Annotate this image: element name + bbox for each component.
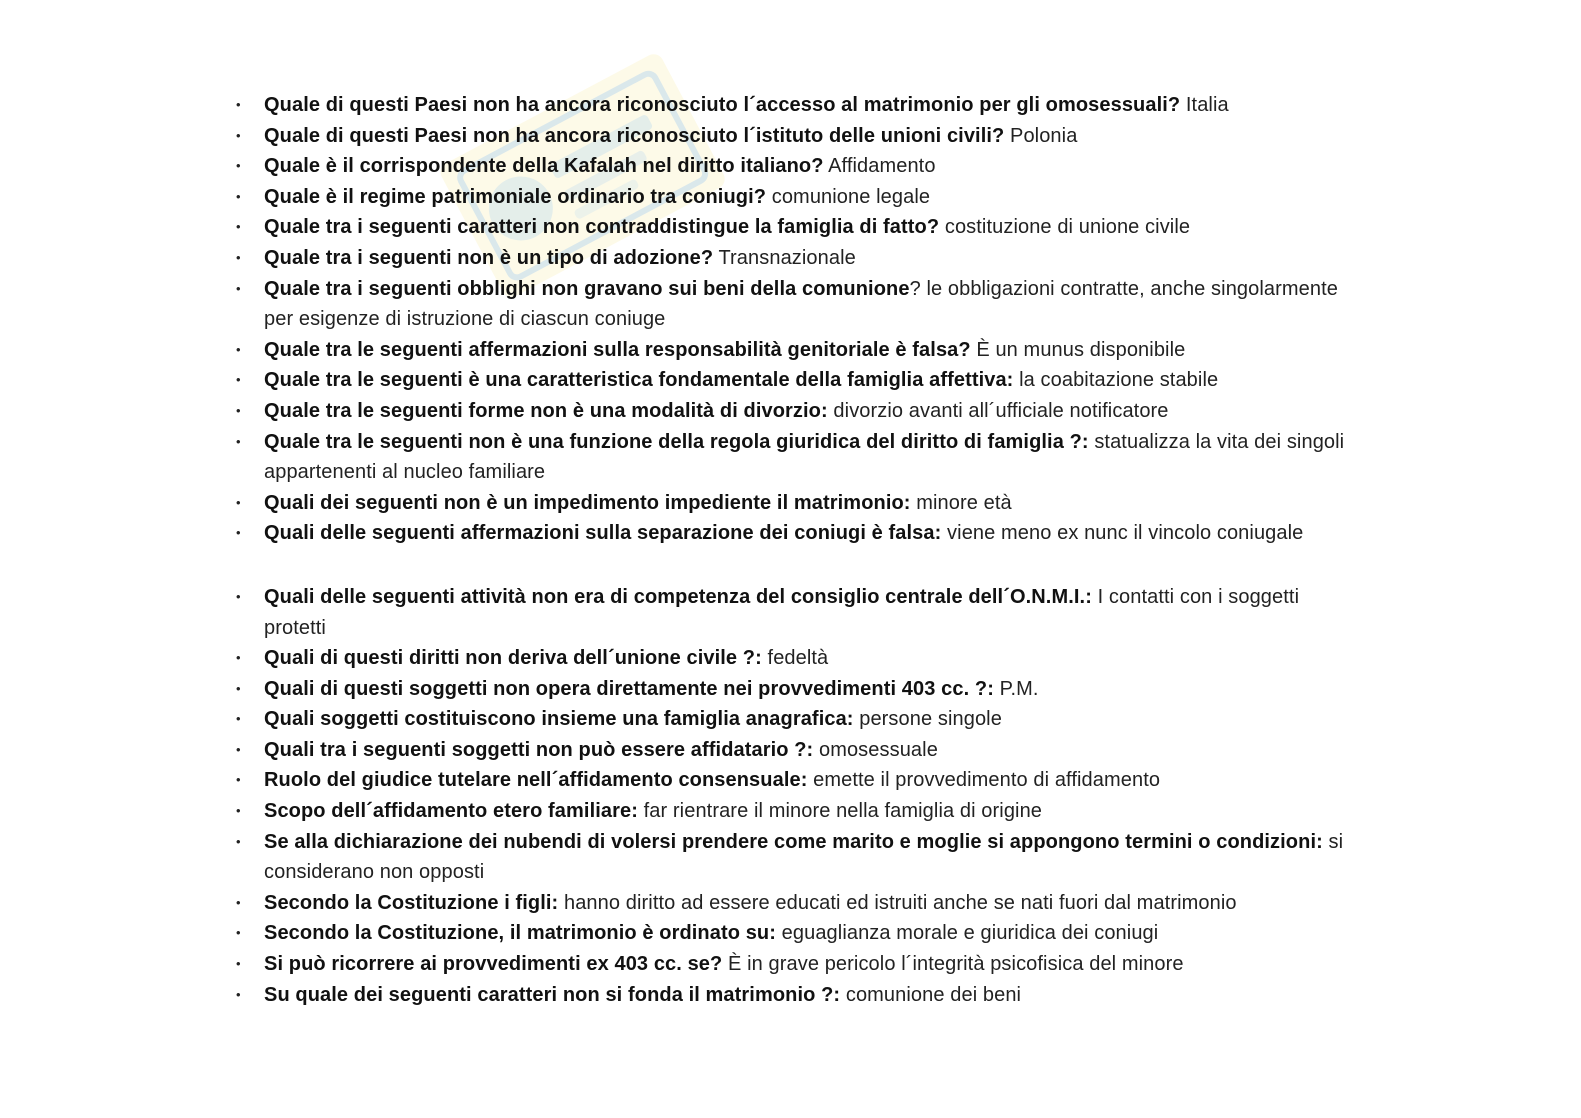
bullet-icon: •	[236, 127, 241, 143]
bullet-icon: •	[236, 680, 241, 696]
list-item	[236, 980, 1366, 1011]
bullet-icon: •	[236, 280, 241, 296]
answer-text: divorzio avanti all´ufficiale notificatore	[827, 399, 1169, 422]
list-item	[236, 427, 1366, 488]
question-text: Quali delle seguenti affermazioni sulla separazione dei coniugi è falsa:	[264, 522, 942, 545]
question-text: Quale tra le seguenti forme non è una modalità di divorzio:	[264, 399, 828, 422]
list-item	[236, 518, 1366, 549]
answer-text: fedeltà	[761, 647, 829, 670]
question-text: Quale tra i seguenti caratteri non contraddistingue la famiglia di fatto?	[264, 216, 940, 239]
list-item	[236, 704, 1366, 735]
bullet-icon: •	[236, 772, 241, 788]
list-item	[236, 243, 1366, 274]
question-text: Quale è il corrispondente della Kafalah nel diritto italiano?	[264, 155, 824, 178]
list-item	[236, 765, 1366, 796]
question-text: Quale tra le seguenti non è una funzione della regola giuridica del diritto di famiglia ?:	[264, 430, 1089, 453]
question-text: Secondo la Costituzione, il matrimonio è ordinato su:	[264, 922, 776, 945]
bullet-icon: •	[236, 402, 241, 418]
answer-text: emette il provvedimento di affidamento	[807, 769, 1161, 792]
list-item	[236, 643, 1366, 674]
question-text: Quali dei seguenti non è un impedimento impediente il matrimonio:	[264, 491, 911, 514]
question-text: Quale di questi Paesi non ha ancora riconosciuto l´accesso al matrimonio per gli omosessuali?	[264, 94, 1181, 116]
bullet-icon: •	[236, 711, 241, 727]
bullet-icon: •	[236, 372, 241, 388]
bullet-icon: •	[236, 741, 241, 757]
question-text: Secondo la Costituzione i figli:	[264, 891, 559, 914]
answer-text: costituzione di unione civile	[939, 216, 1191, 239]
bullet-icon: •	[236, 525, 241, 541]
question-text: Quale tra le seguenti affermazioni sulla responsabilità genitoriale è falsa?	[264, 338, 971, 361]
list-item	[236, 121, 1366, 152]
answer-text: eguaglianza morale e giuridica dei coniugi	[776, 922, 1159, 945]
question-text: Su quale dei seguenti caratteri non si fonda il matrimonio ?:	[264, 983, 841, 1006]
bullet-icon: •	[236, 97, 241, 112]
question-text: Quale è il regime patrimoniale ordinario tra coniugi?	[264, 185, 767, 208]
list-item	[236, 365, 1366, 396]
list-item	[236, 827, 1366, 888]
answer-text: È un munus disponibile	[970, 338, 1186, 361]
bullet-icon: •	[236, 803, 241, 819]
bullet-icon: •	[236, 433, 241, 449]
list-item	[236, 949, 1366, 980]
answer-text: far rientrare il minore nella famiglia di origine	[637, 800, 1043, 823]
answer-text: viene meno ex nunc il vincolo coniugale	[941, 522, 1304, 545]
question-text: Ruolo del giudice tutelare nell´affidamento consensuale:	[264, 769, 808, 792]
question-text: Quale tra i seguenti obblighi non gravano sui beni della comunione	[264, 277, 910, 300]
question-text: Quali tra i seguenti soggetti non può essere affidatario ?:	[264, 738, 814, 761]
list-item	[236, 488, 1366, 519]
question-text: Quale tra le seguenti è una caratteristica fondamentale della famiglia affettiva:	[264, 369, 1014, 392]
answer-text: comunione dei beni	[840, 983, 1022, 1006]
answer-text: la coabitazione stabile	[1013, 369, 1219, 392]
bullet-icon: •	[236, 341, 241, 357]
bullet-icon: •	[236, 588, 241, 604]
qa-list	[236, 90, 1366, 1010]
question-text: Si può ricorrere ai provvedimenti ex 403 cc. se?	[264, 953, 723, 976]
list-item	[236, 212, 1366, 243]
question-text: Quali di questi soggetti non opera direttamente nei provvedimenti 403 cc. ?:	[264, 677, 994, 700]
bullet-icon: •	[236, 894, 241, 910]
answer-text: ? le obbligazioni contratte, anche singolarmente per esigenze di istruzione di ciascun coniuge	[264, 277, 1338, 331]
list-item	[236, 735, 1366, 766]
answer-text: P.M.	[993, 677, 1039, 700]
bullet-icon: •	[236, 650, 241, 666]
list-item	[236, 674, 1366, 705]
answer-text: hanno diritto ad essere educati ed istruiti anche se nati fuori dal matrimonio	[558, 891, 1237, 914]
answer-text: minore età	[910, 491, 1012, 514]
list-item	[236, 182, 1366, 213]
answer-text: si considerano non opposti	[264, 830, 1344, 884]
answer-text: I contatti con i soggetti protetti	[264, 585, 1300, 639]
question-text: Quali di questi diritti non deriva dell´unione civile ?:	[264, 647, 762, 670]
answer-text: Italia	[1180, 94, 1229, 116]
bullet-icon: •	[236, 494, 241, 510]
answer-text: Transnazionale	[713, 246, 856, 269]
list-item	[236, 151, 1366, 182]
answer-text: È in grave pericolo l´integrità psicofisica del minore	[722, 953, 1184, 976]
list-item	[236, 582, 1366, 643]
answer-text: Polonia	[1004, 124, 1078, 147]
answer-text: omosessuale	[813, 738, 938, 761]
question-text: Quale tra i seguenti non è un tipo di adozione?	[264, 246, 714, 269]
bullet-icon: •	[236, 925, 241, 941]
bullet-icon: •	[236, 833, 241, 849]
list-item	[236, 918, 1366, 949]
answer-text: statualizza la vita dei singoli appartenenti al nucleo familiare	[264, 430, 1345, 484]
question-text: Scopo dell´affidamento etero familiare:	[264, 800, 638, 823]
question-text: Se alla dichiarazione dei nubendi di volersi prendere come marito e moglie si appongono termini o condizioni:	[264, 830, 1323, 853]
list-item	[236, 90, 1366, 121]
bullet-icon: •	[236, 219, 241, 235]
question-text: Quali delle seguenti attività non era di competenza del consiglio centrale dell´O.N.M.I.:	[264, 585, 1092, 608]
bullet-icon: •	[236, 956, 241, 972]
bullet-icon: •	[236, 986, 241, 1002]
question-text: Quale di questi Paesi non ha ancora riconosciuto l´istituto delle unioni civili?	[264, 124, 1005, 147]
list-item	[236, 274, 1366, 335]
list-item	[236, 396, 1366, 427]
answer-text: comunione legale	[766, 185, 931, 208]
question-text: Quali soggetti costituiscono insieme una famiglia anagrafica:	[264, 708, 854, 731]
list-item	[236, 335, 1366, 366]
answer-text: Affidamento	[823, 155, 936, 178]
list-item	[236, 888, 1366, 919]
bullet-icon: •	[236, 158, 241, 174]
bullet-icon: •	[236, 249, 241, 265]
list-item	[236, 796, 1366, 827]
bullet-icon: •	[236, 188, 241, 204]
answer-text: persone singole	[853, 708, 1002, 731]
